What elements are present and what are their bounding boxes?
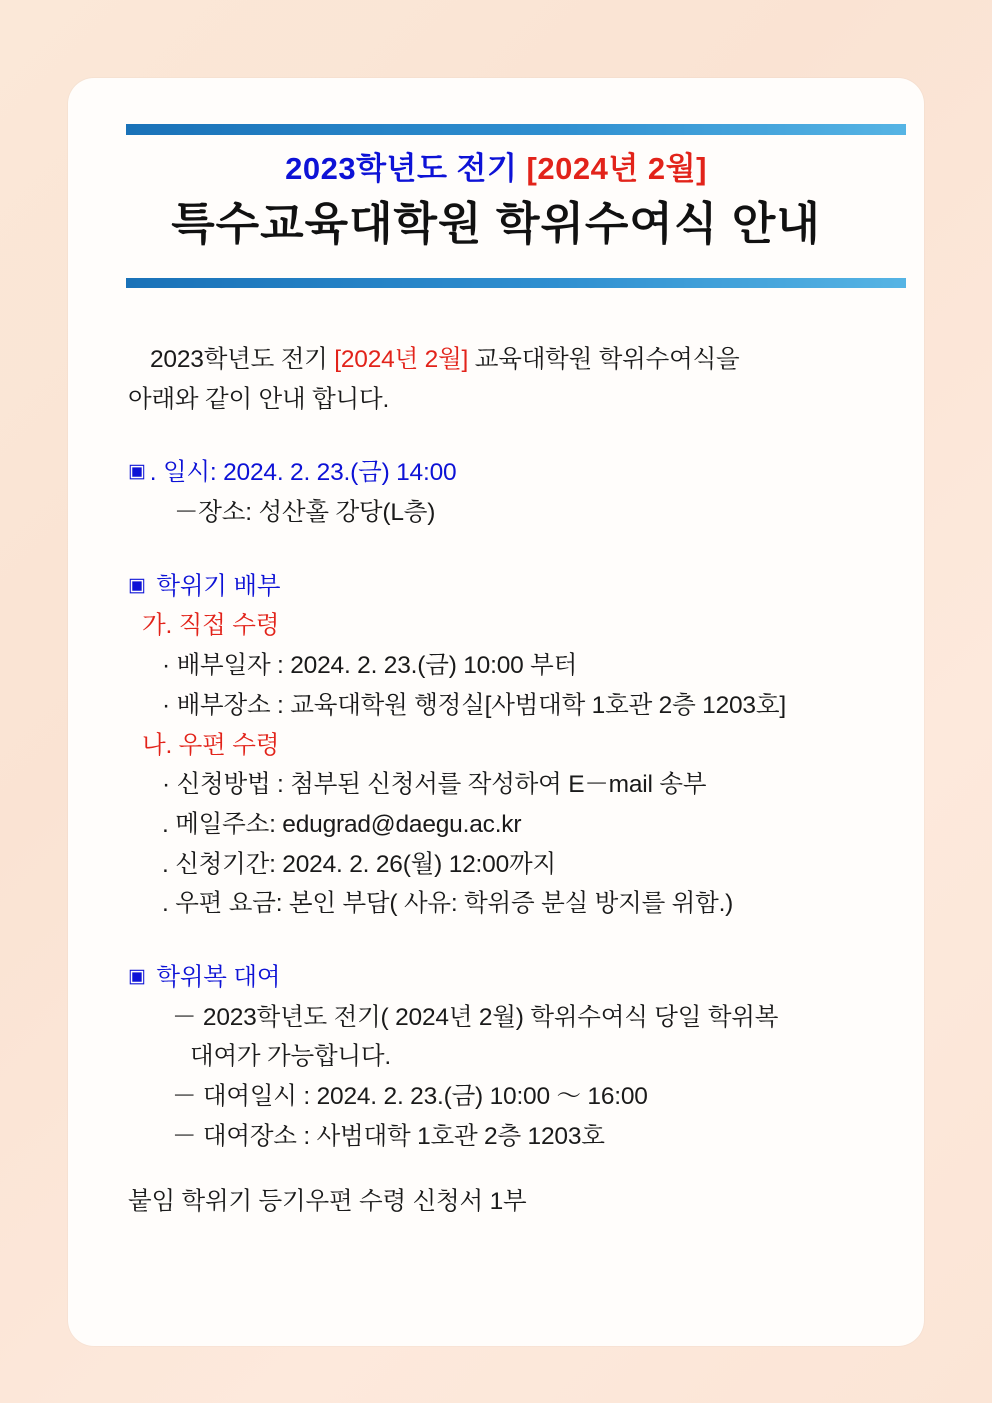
page-title-line2: 특수교육대학원 학위수여식 안내 xyxy=(171,197,821,249)
mail-address-line: . 메일주소: edugrad@daegu.ac.kr xyxy=(162,810,522,838)
intro-paragraph-line2: 아래와 같이 안내 합니다. xyxy=(128,385,390,413)
section-diploma-heading xyxy=(128,567,876,607)
mail-method-line: · 신청방법 : 첨부된 신청서를 작성하여 E－mail 송부 xyxy=(162,771,707,799)
square-bullet-icon: ▣ xyxy=(128,965,146,987)
spacer-4 xyxy=(128,1156,876,1182)
spacer-3 xyxy=(128,924,876,958)
section-gown-text: 학위복 대여 xyxy=(149,963,281,991)
title-line1-red-text: [2024년 2월] xyxy=(526,151,707,186)
title-rule-bottom xyxy=(126,278,906,288)
gown-line-2: 대여가 가능합니다. xyxy=(190,1043,391,1071)
section-datetime-heading xyxy=(128,453,876,493)
pickup-date-line: · 배부일자 : 2024. 2. 23.(금) 10:00 부터 xyxy=(162,652,578,680)
title-line1-blue-text: 2023학년도 전기 xyxy=(285,151,527,186)
notice-page xyxy=(68,78,924,1346)
subsection-mail-title: 나. 우편 수령 xyxy=(142,731,280,759)
title-rule-top xyxy=(126,124,906,135)
page-title-line1 xyxy=(98,150,894,189)
section-diploma-text: 학위기 배부 xyxy=(149,572,281,600)
spacer-1 xyxy=(128,419,876,453)
mail-fee-line: . 우편 요금: 본인 부담( 사유: 학위증 분실 방지를 위함.) xyxy=(162,890,734,918)
intro-part1: 2023학년도 전기 xyxy=(150,346,335,373)
section-datetime-place: －장소: 성산홀 강당(L층) xyxy=(174,499,436,527)
title-block xyxy=(98,150,894,251)
gown-line-1: － 2023학년도 전기( 2024년 2월) 학위수여식 당일 학위복 xyxy=(172,1003,779,1031)
section-gown-heading xyxy=(128,958,876,998)
pickup-place-line: · 배부장소 : 교육대학원 행정실[사범대학 1호관 2층 1203호] xyxy=(162,691,786,719)
intro-part2: 교육대학원 학위수여식을 xyxy=(468,346,740,373)
gown-line-3: － 대여일시 : 2024. 2. 23.(금) 10:00 ～ 16:00 xyxy=(172,1083,648,1110)
square-bullet-icon: ▣ xyxy=(128,461,146,483)
page-inner xyxy=(98,78,894,1346)
intro-red: [2024년 2월] xyxy=(334,346,469,373)
spacer-2 xyxy=(128,533,876,567)
square-bullet-icon: ▣ xyxy=(128,574,146,596)
notice-body xyxy=(128,340,876,1222)
intro-paragraph xyxy=(128,340,876,380)
section-datetime-text: . 일시: 2024. 2. 23.(금) 14:00 xyxy=(149,459,457,487)
attachment-line: 붙임 학위기 등기우편 수령 신청서 1부 xyxy=(128,1188,527,1216)
subsection-pickup-title: 가. 직접 수령 xyxy=(142,612,280,640)
mail-period-line: . 신청기간: 2024. 2. 26(월) 12:00까지 xyxy=(162,850,556,878)
gown-line-4: － 대여장소 : 사범대학 1호관 2층 1203호 xyxy=(172,1122,605,1150)
